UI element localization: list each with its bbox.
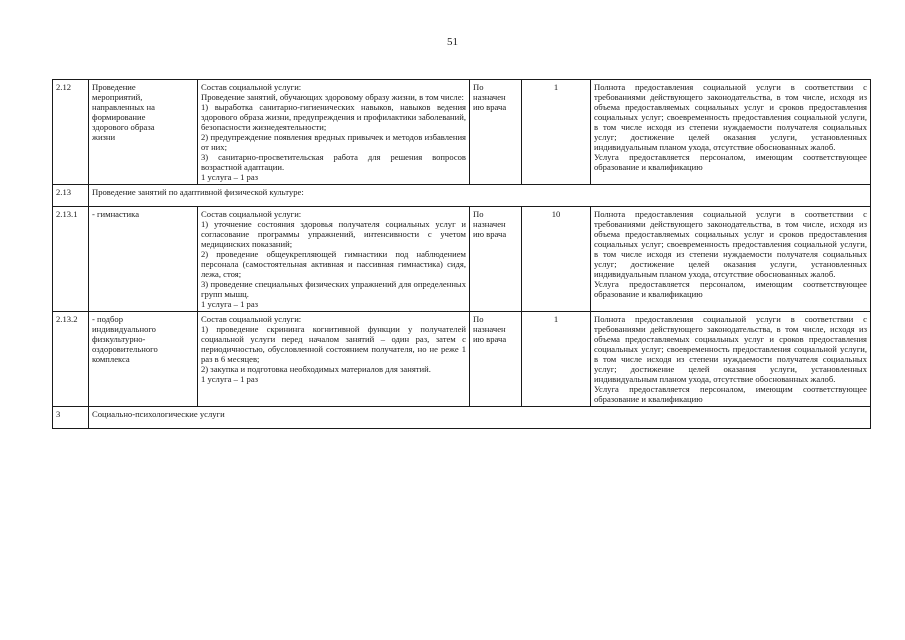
quality-criteria: Полнота предоставления социальной услуги в соответствии с требованиями действующего законодательства, в том числе, исходя из объема предоставляемых социальных услуг и сроков предоставления социальных услуг; своевременность предоставления социальной услуги, в том числе исходя из степени нуждаемости получателя социальных услуг; достижение целей оказания услуги, установленных индивидуальным планом ухода, отсутствие обоснованных жалоб. Услуга предоставляется персоналом, имеющим соответствующее образование и квалификацию [591,312,871,407]
service-description: Состав социальной услуги: 1) уточнение состояния здоровья получателя социальных услуг и согласование программы упражнений, интенсивности с учетом медицинских показаний; 2) проведение общеукрепляющей гимнастики под наблюдением персонала (самостоятельная активная и пассивная гимнастика) сидя, лежа, стоя; 3) проведение специальных физических упражнений для определенных групп мышц. 1 услуга – 1 раз [198,207,470,312]
service-quantity: 10 [522,207,591,312]
service-name: - подбор индивидуального физкультурно- оздоровительного комплекса [89,312,198,407]
table-row [53,407,871,429]
service-basis: По назначен ию врача [470,80,522,185]
service-description: Состав социальной услуги: 1) проведение скрининга когнитивной функции у получателей социальной услуги перед началом занятий – один раз, затем с периодичностью, обусловленной состоянием получателя, но не реже 1 раз в 6 месяцев; 2) закупка и подготовка необходимых материалов для занятий. 1 услуга – 1 раз [198,312,470,407]
service-quantity: 1 [522,80,591,185]
section-heading: Проведение занятий по адаптивной физической культуре: [89,185,871,207]
service-basis: По назначен ию врача [470,312,522,407]
service-name: - гимнастика [89,207,198,312]
row-number: 2.13.2 [53,312,89,407]
service-name: Проведение мероприятий, направленных на формирование здорового образа жизни [89,80,198,185]
table-row [53,185,871,207]
service-basis: По назначен ию врача [470,207,522,312]
service-quantity: 1 [522,312,591,407]
service-description: Состав социальной услуги: Проведение занятий, обучающих здоровому образу жизни, в том числе: 1) выработка санитарно-гигиенических навыков, навыков ведения здорового образа жизни, предупреждения и профилактики заболеваний, безопасности жизнедеятельности; 2) предупреждение появления вредных привычек и методов избавления от них; 3) санитарно-просветительская работа для решения вопросов возрастной адаптации. 1 услуга – 1 раз [198,80,470,185]
section-heading: Социально-психологические услуги [89,407,871,429]
row-number: 3 [53,407,89,429]
page-number: 51 [447,36,458,48]
row-number: 2.13 [53,185,89,207]
table-row [53,207,871,312]
row-number: 2.13.1 [53,207,89,312]
table-row [53,312,871,407]
table-row [53,80,871,185]
quality-criteria: Полнота предоставления социальной услуги в соответствии с требованиями действующего законодательства, в том числе, исходя из объема предоставляемых социальных услуг и сроков предоставления социальных услуг; своевременность предоставления социальной услуги, в том числе исходя из степени нуждаемости получателя социальных услуг; достижение целей оказания услуги, установленных индивидуальным планом ухода, отсутствие обоснованных жалоб. Услуга предоставляется персоналом, имеющим соответствующее образование и квалификацию [591,207,871,312]
quality-criteria: Полнота предоставления социальной услуги в соответствии с требованиями действующего законодательства, в том числе, исходя из объема предоставляемых социальных услуг и сроков предоставления социальных услуг; своевременность предоставления социальной услуги, в том числе исходя из степени нуждаемости получателя социальных услуг; достижение целей оказания услуги, установленных индивидуальным планом ухода, отсутствие обоснованных жалоб. Услуга предоставляется персоналом, имеющим соответствующее образование и квалификацию [591,80,871,185]
services-table [52,79,871,429]
row-number: 2.12 [53,80,89,185]
